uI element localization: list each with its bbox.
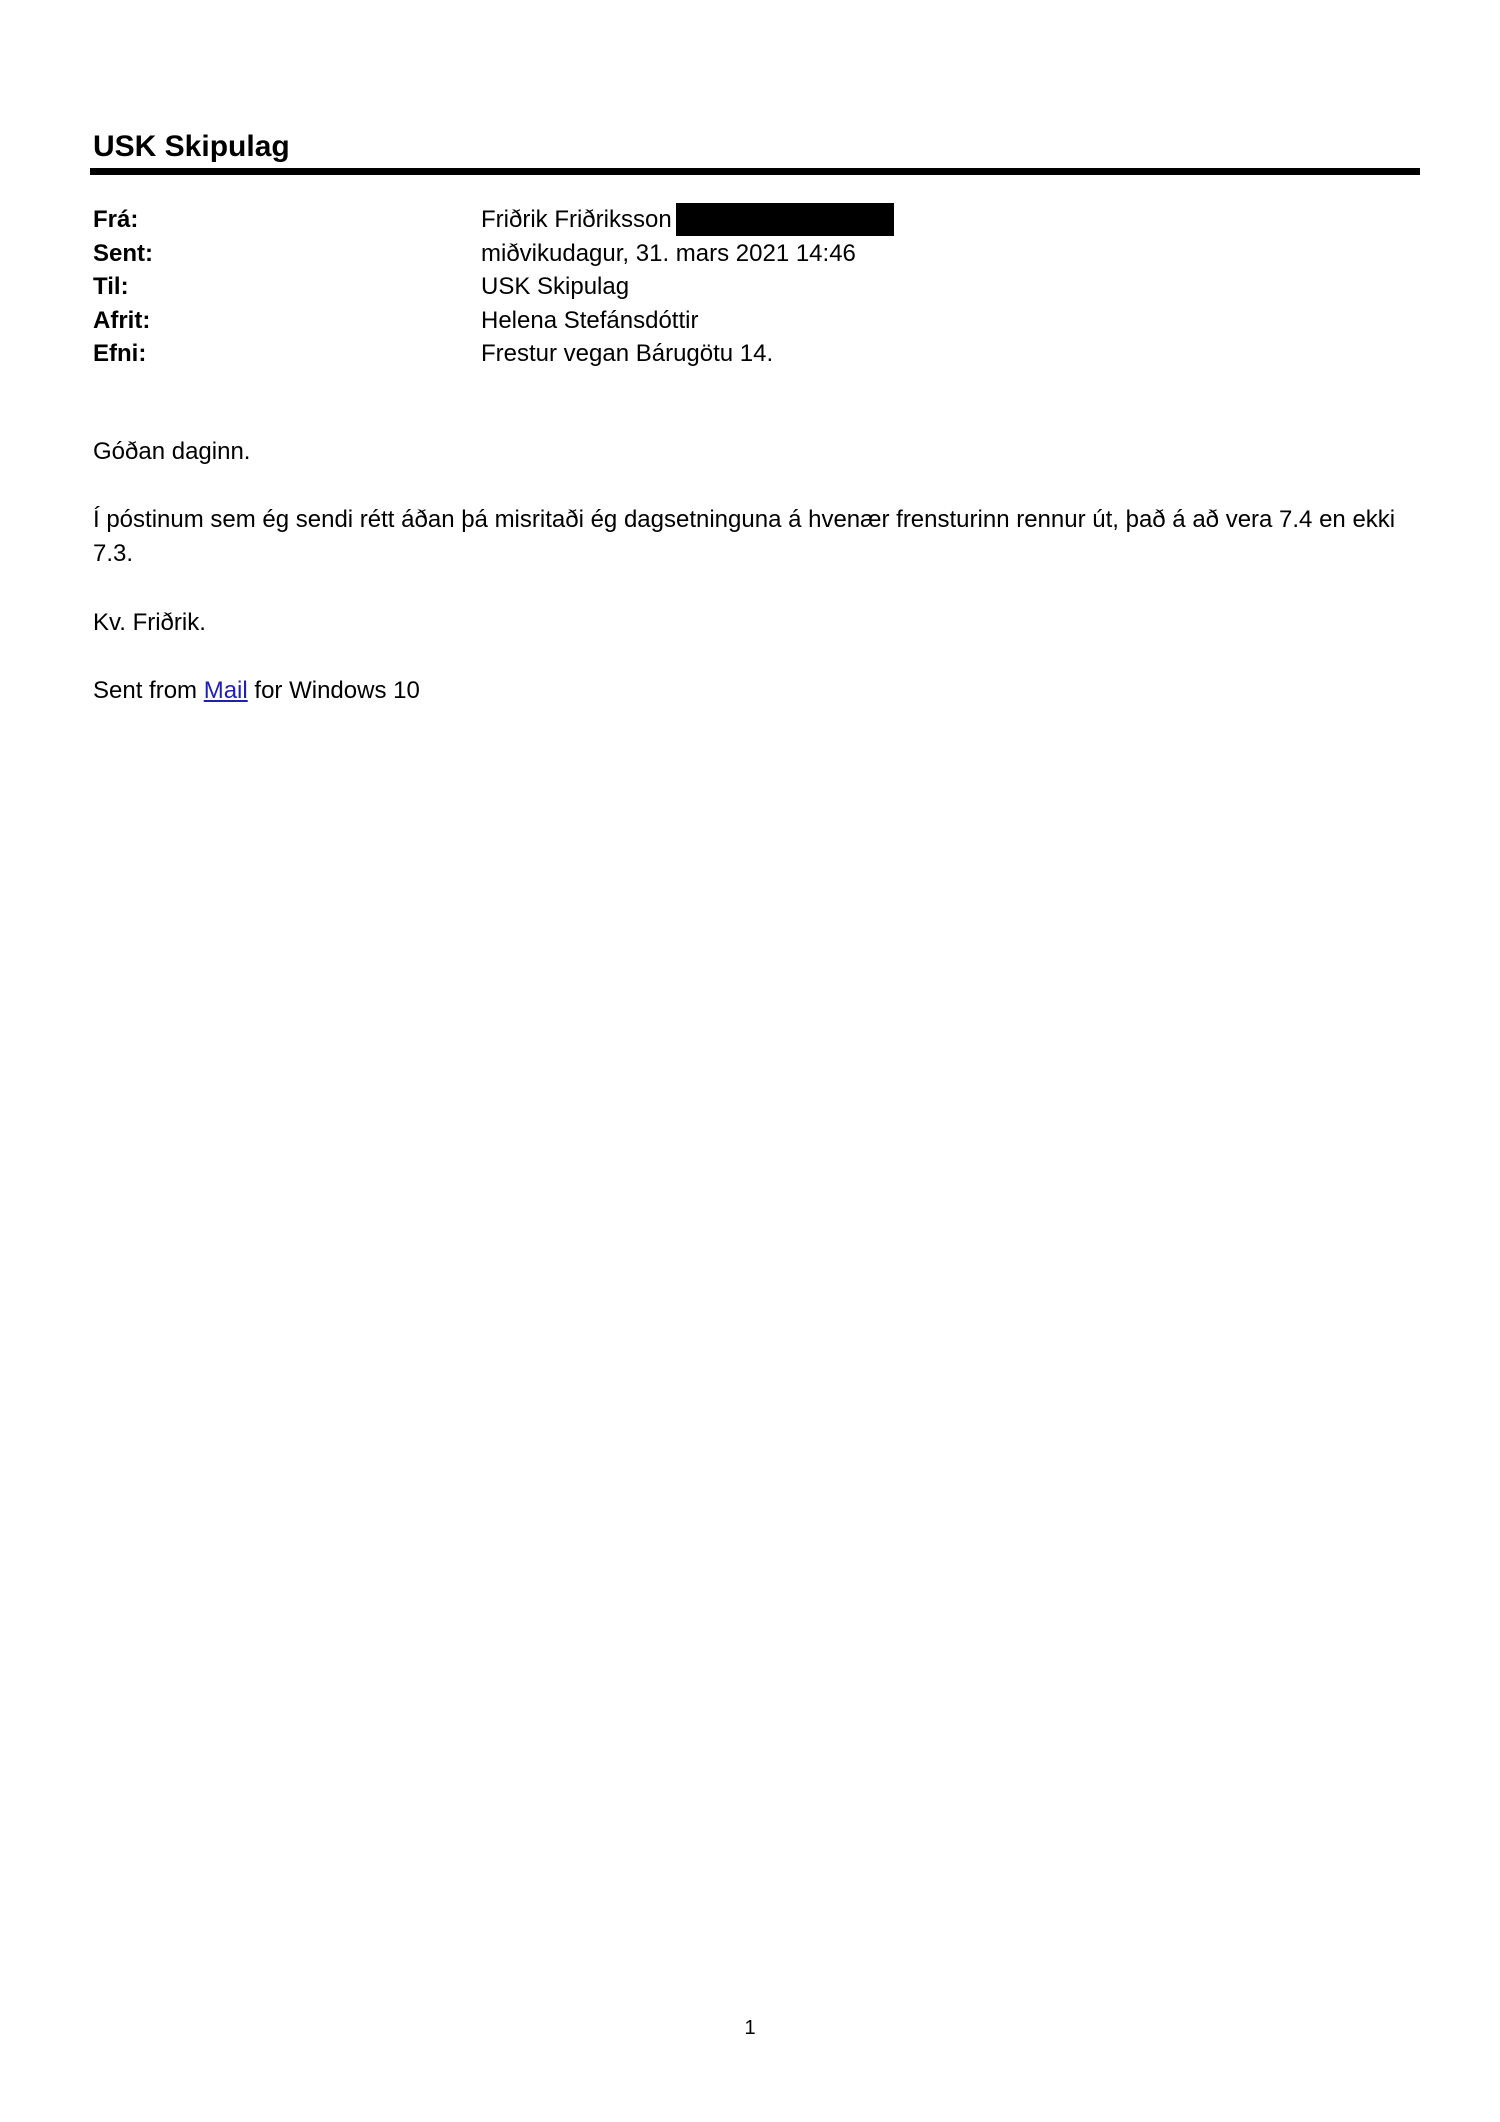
email-signoff: Kv. Friðrik. bbox=[93, 609, 206, 636]
to-label: Til: bbox=[93, 273, 129, 300]
mailbox-title: USK Skipulag bbox=[93, 130, 290, 163]
email-paragraph: Í póstinum sem ég sendi rétt áðan þá misritaði ég dagsetninguna á hvenær frensturinn rennur út, það á að vera 7.4 en ekki 7.3. bbox=[93, 506, 1396, 567]
to-value: USK Skipulag bbox=[481, 273, 630, 300]
subject-value: Frestur vegan Bárugötu 14. bbox=[481, 340, 774, 367]
subject-label: Efni: bbox=[93, 340, 147, 367]
email-greeting: Góðan daginn. bbox=[93, 438, 251, 465]
header-row-sent bbox=[93, 237, 1393, 271]
sent-from-suffix: for Windows 10 bbox=[254, 677, 420, 704]
header-row-cc bbox=[93, 304, 1393, 338]
header-row-subject bbox=[93, 337, 1393, 371]
redaction-box bbox=[676, 203, 894, 236]
cc-value: Helena Stefánsdóttir bbox=[481, 306, 699, 334]
sent-value: miðvikudagur, 31. mars 2021 14:46 bbox=[481, 239, 856, 267]
sent-label: Sent: bbox=[93, 239, 153, 267]
from-value bbox=[481, 203, 894, 237]
header-row-from bbox=[93, 203, 1393, 237]
page-number: 1 bbox=[744, 2017, 756, 2039]
email-header bbox=[93, 203, 1393, 371]
mail-link[interactable]: Mail bbox=[203, 677, 248, 704]
title-rule bbox=[90, 168, 1420, 175]
header-row-to bbox=[93, 270, 1393, 304]
from-label: Frá: bbox=[93, 206, 139, 233]
sent-from-prefix: Sent from bbox=[93, 677, 198, 704]
from-name: Friðrik Friðriksson bbox=[481, 206, 672, 233]
cc-label: Afrit: bbox=[93, 306, 151, 334]
sent-from-line bbox=[93, 674, 1403, 708]
